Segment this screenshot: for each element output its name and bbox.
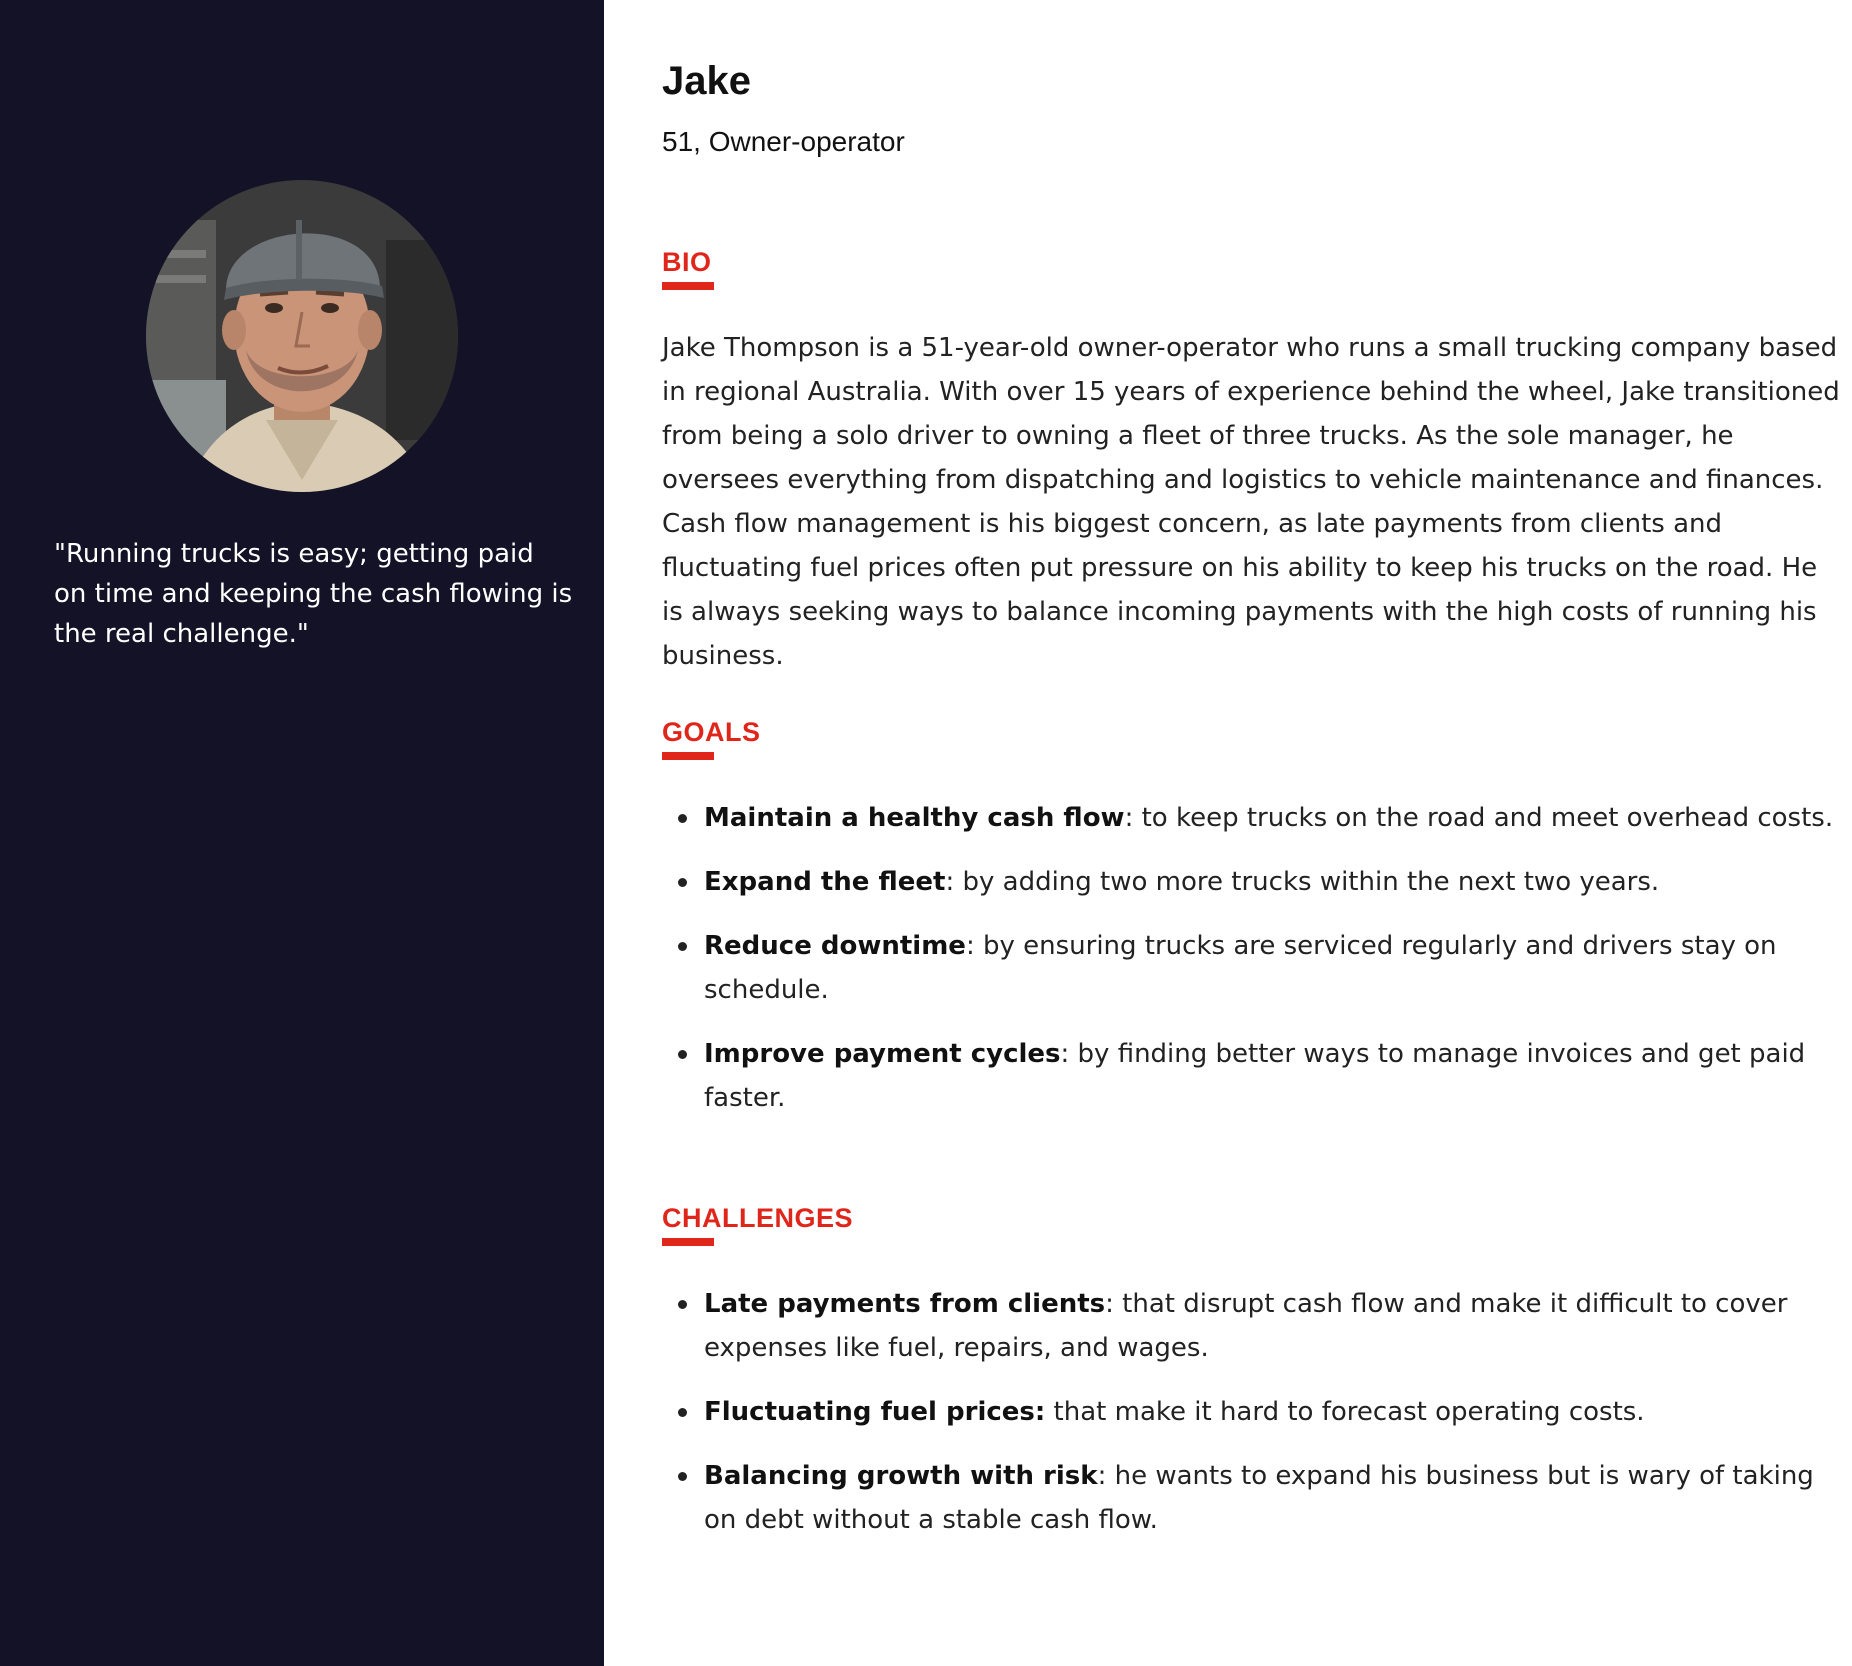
goal-title: Reduce downtime xyxy=(704,931,966,961)
bullet-icon xyxy=(678,878,687,887)
challenges-list xyxy=(662,1282,1842,1562)
goal-title: Maintain a healthy cash flow xyxy=(704,803,1125,833)
challenge-text: that make it hard to forecast operating costs. xyxy=(1045,1397,1645,1427)
sidebar xyxy=(0,0,604,1666)
challenge-title: Balancing growth with risk xyxy=(704,1461,1098,1491)
list-item xyxy=(704,1390,1842,1434)
bullet-icon xyxy=(678,1300,687,1309)
persona-subtitle: 51, Owner-operator xyxy=(662,126,905,157)
avatar xyxy=(146,180,458,492)
goal-text: : to keep trucks on the road and meet overhead costs. xyxy=(1124,803,1834,833)
goal-text: : by ensuring trucks are serviced regularly and drivers stay on schedule. xyxy=(704,931,1777,1005)
goals-heading-underline xyxy=(662,752,714,760)
goal-text: : by adding two more trucks within the next two years. xyxy=(945,867,1660,897)
challenges-heading: CHALLENGES xyxy=(662,1203,854,1233)
challenge-title: Late payments from clients xyxy=(704,1289,1106,1319)
list-item xyxy=(704,860,1842,904)
bio-heading: BIO xyxy=(662,247,712,277)
list-item xyxy=(704,796,1842,840)
goals-heading: GOALS xyxy=(662,717,761,747)
bullet-icon xyxy=(678,814,687,823)
bullet-icon xyxy=(678,942,687,951)
goals-list xyxy=(662,796,1842,1140)
challenge-text: : that disrupt cash flow and make it difficult to cover expenses like fuel, repairs, and wages. xyxy=(704,1289,1788,1363)
bullet-icon xyxy=(678,1472,687,1481)
persona-quote: "Running trucks is easy; getting paid on time and keeping the cash flowing is the real challenge." xyxy=(54,539,573,649)
goal-title: Improve payment cycles xyxy=(704,1039,1061,1069)
list-item xyxy=(704,924,1842,1012)
list-item xyxy=(704,1032,1842,1120)
bio-text: Jake Thompson is a 51-year-old owner-operator who runs a small trucking company based in regional Australia. With over 15 years of experience behind the wheel, Jake transitioned from being a solo driver to owning a fleet of three trucks. As the sole manager, he oversees everything from dispatching and logistics to vehicle maintenance and finances. Cash flow management is his biggest concern, as late payments from clients and fluctuating fuel prices often put pressure on his ability to keep his trucks on the road. He is always seeking ways to balance incoming payments with the high costs of running his business. xyxy=(662,333,1840,671)
bio-heading-underline xyxy=(662,282,714,290)
challenge-text: : he wants to expand his business but is wary of taking on debt without a stable cash flow. xyxy=(704,1461,1814,1535)
list-item xyxy=(704,1454,1842,1542)
bullet-icon xyxy=(678,1050,687,1059)
persona-name: Jake xyxy=(662,59,751,103)
persona-details xyxy=(604,0,1852,1666)
bullet-icon xyxy=(678,1408,687,1417)
challenges-heading-underline xyxy=(662,1238,714,1246)
avatar-photo xyxy=(146,180,458,492)
goal-title: Expand the fleet xyxy=(704,867,946,897)
list-item xyxy=(704,1282,1842,1370)
challenge-title: Fluctuating fuel prices: xyxy=(704,1397,1046,1427)
goal-text: : by finding better ways to manage invoices and get paid faster. xyxy=(704,1039,1806,1113)
